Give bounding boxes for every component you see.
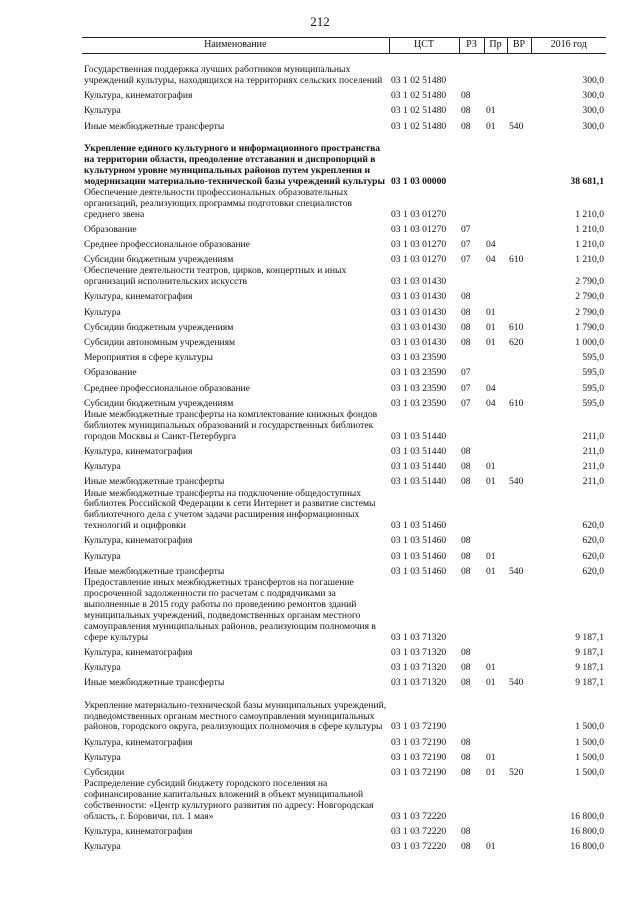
row-name: Среднее профессиональное образование [84, 382, 250, 394]
table-row [82, 236, 606, 251]
row-amount: 211,0 [582, 461, 604, 473]
row-vr [507, 236, 531, 251]
table-row [82, 563, 606, 578]
table-row [82, 102, 606, 117]
row-name: Субсидии автономным учреждениям [84, 336, 236, 348]
row-cst: 03 1 03 23590 [391, 397, 447, 409]
table-body [82, 54, 606, 854]
row-vr [507, 532, 531, 547]
row-vr: 620 [509, 336, 524, 348]
row-pr [484, 578, 507, 644]
row-amount: 595,0 [582, 367, 604, 379]
table-row [82, 659, 606, 674]
row-amount: 2 790,0 [575, 276, 604, 288]
row-vr [507, 266, 531, 288]
row-rz: 08 [461, 445, 471, 457]
row-cst: 03 1 03 51460 [391, 520, 447, 532]
row-pr: 01 [486, 105, 496, 117]
row-rz: 08 [461, 105, 471, 117]
row-cst: 03 1 03 01270 [391, 223, 447, 235]
row-vr [507, 87, 531, 102]
table-row [82, 779, 606, 823]
row-cst: 03 1 02 51480 [391, 105, 447, 117]
row-name: Иные межбюджетные трансферты [84, 565, 225, 577]
header-year: 2016 год [531, 38, 606, 54]
row-rz: 08 [461, 565, 471, 577]
table-row [82, 644, 606, 659]
row-amount: 620,0 [582, 535, 604, 547]
row-amount: 16 800,0 [570, 841, 604, 853]
row-rz [459, 578, 484, 644]
row-name: Субсидии [84, 766, 125, 778]
row-cst: 03 1 03 01430 [391, 291, 447, 303]
row-amount: 38 681,1 [570, 175, 604, 187]
row-pr [484, 188, 507, 221]
row-amount: 300,0 [582, 105, 604, 117]
row-amount: 1 500,0 [575, 721, 604, 733]
row-amount: 1 210,0 [575, 254, 604, 266]
row-name: Иные межбюджетные трансферты [84, 476, 225, 488]
table-row [82, 188, 606, 221]
row-pr [484, 443, 507, 458]
row-rz: 08 [461, 120, 471, 132]
row-pr: 01 [486, 677, 496, 689]
row-cst: 03 1 03 71320 [391, 631, 447, 643]
row-rz [459, 188, 484, 221]
row-pr: 04 [486, 254, 496, 266]
row-vr [507, 488, 531, 532]
row-vr [507, 458, 531, 473]
table-row [82, 251, 606, 266]
row-vr: 520 [509, 766, 524, 778]
row-cst: 03 1 03 01270 [391, 254, 447, 266]
row-name: Культура, кинематография [84, 736, 193, 748]
row-rz: 08 [461, 321, 471, 333]
table-row [82, 303, 606, 318]
row-vr [507, 644, 531, 659]
row-pr [484, 221, 507, 236]
table-row [82, 349, 606, 364]
row-amount: 16 800,0 [570, 810, 604, 822]
row-pr [484, 54, 507, 88]
row-pr [484, 133, 507, 188]
budget-table [82, 37, 606, 853]
row-vr [507, 102, 531, 117]
row-rz: 07 [461, 239, 471, 251]
table-row [82, 221, 606, 236]
row-amount: 211,0 [582, 430, 604, 442]
row-rz: 07 [461, 254, 471, 266]
row-pr: 01 [486, 461, 496, 473]
row-pr [484, 87, 507, 102]
row-pr [484, 288, 507, 303]
table-row [82, 133, 606, 188]
row-rz: 07 [461, 397, 471, 409]
row-name: Обеспечение деятельности профессиональных образовательных организаций, реализующих программы подготовки специалистов среднего звена [84, 186, 353, 220]
row-pr [484, 349, 507, 364]
row-amount: 1 500,0 [575, 751, 604, 763]
table-header-row [82, 38, 606, 54]
row-rz [459, 689, 484, 733]
row-vr [507, 689, 531, 733]
row-cst: 03 1 03 51460 [391, 535, 447, 547]
row-name: Укрепление материально-технической базы муниципальных учреждений, подведомственных органам местного самоуправления муниципальных районов, городского округа, реализующих полномочия в сфере культуры [84, 699, 387, 733]
row-vr [507, 288, 531, 303]
row-cst: 03 1 03 72190 [391, 751, 447, 763]
row-vr [507, 578, 531, 644]
table-row [82, 410, 606, 443]
row-amount: 595,0 [582, 352, 604, 364]
row-rz: 08 [461, 662, 471, 674]
row-vr: 540 [509, 120, 524, 132]
row-cst: 03 1 03 72190 [391, 736, 447, 748]
row-name: Культура [84, 461, 121, 473]
row-vr [507, 779, 531, 823]
row-amount: 595,0 [582, 382, 604, 394]
row-amount: 1 210,0 [575, 208, 604, 220]
row-name: Среднее профессиональное образование [84, 239, 250, 251]
header-cst: ЦСТ [389, 38, 459, 54]
row-cst: 03 1 02 51480 [391, 90, 447, 102]
table-row [82, 473, 606, 488]
row-rz [459, 54, 484, 88]
row-pr: 01 [486, 662, 496, 674]
row-cst: 03 1 03 01430 [391, 321, 447, 333]
row-name: Культура, кинематография [84, 445, 193, 457]
table-row [82, 689, 606, 733]
row-rz: 08 [461, 647, 471, 659]
row-name: Образование [84, 223, 137, 235]
row-name: Культура, кинематография [84, 647, 193, 659]
row-rz: 08 [461, 476, 471, 488]
row-name: Культура, кинематография [84, 826, 193, 838]
row-vr [507, 54, 531, 88]
table-row [82, 87, 606, 102]
row-rz: 08 [461, 736, 471, 748]
row-pr: 04 [486, 397, 496, 409]
row-cst: 03 1 03 23590 [391, 367, 447, 379]
row-pr [484, 823, 507, 838]
row-pr: 01 [486, 751, 496, 763]
table-row [82, 823, 606, 838]
row-vr: 540 [509, 476, 524, 488]
row-cst: 03 1 03 71320 [391, 647, 447, 659]
row-name: Образование [84, 367, 137, 379]
row-cst: 03 1 03 51440 [391, 430, 447, 442]
row-name: Культура, кинематография [84, 291, 193, 303]
row-pr [484, 364, 507, 379]
table-row [82, 364, 606, 379]
row-name: Иные межбюджетные трансферты на комплектование книжных фондов библиотек муниципальных образований и государственных библиотек городов Москвы и Санкт-Петербурга [84, 408, 378, 442]
row-amount: 1 210,0 [575, 223, 604, 235]
row-vr [507, 547, 531, 562]
row-name: Культура [84, 550, 121, 562]
row-rz [459, 779, 484, 823]
row-pr: 01 [486, 336, 496, 348]
row-vr [507, 733, 531, 748]
row-pr [484, 733, 507, 748]
row-cst: 03 1 03 72220 [391, 841, 447, 853]
table-row [82, 266, 606, 288]
row-cst: 03 1 03 51440 [391, 445, 447, 457]
header-pr: Пр [484, 38, 507, 54]
table-row [82, 733, 606, 748]
row-name: Субсидии бюджетным учреждениям [84, 254, 234, 266]
row-rz: 08 [461, 535, 471, 547]
row-cst: 03 1 03 51440 [391, 461, 447, 473]
row-cst: 03 1 03 51460 [391, 550, 447, 562]
row-pr [484, 266, 507, 288]
table-row [82, 749, 606, 764]
row-name: Культура [84, 841, 121, 853]
row-rz: 07 [461, 223, 471, 235]
table-row [82, 838, 606, 853]
row-cst: 03 1 03 23590 [391, 352, 447, 364]
row-name: Распределение субсидий бюджету городского поселения на софинансирование капитальных вложений в объект муниципальной собственности: «Центр культурного развития по адресу: Новгородская область, г. Боровичи, пл. 1 мая» [84, 778, 374, 822]
row-amount: 300,0 [582, 75, 604, 87]
row-amount: 595,0 [582, 397, 604, 409]
table-row [82, 117, 606, 132]
row-name: Обеспечение деятельности театров, цирков, концертных и иных организаций исполнительских искусств [84, 265, 347, 288]
row-vr [507, 188, 531, 221]
row-vr [507, 379, 531, 394]
row-amount: 2 790,0 [575, 291, 604, 303]
row-name: Культура [84, 751, 121, 763]
row-vr: 610 [509, 321, 524, 333]
row-amount: 1 500,0 [575, 766, 604, 778]
row-vr [507, 410, 531, 443]
row-vr [507, 659, 531, 674]
row-name: Мероприятия в сфере культуры [84, 352, 213, 364]
table-row [82, 54, 606, 88]
row-cst: 03 1 03 72220 [391, 826, 447, 838]
table-row [82, 764, 606, 779]
row-pr: 01 [486, 766, 496, 778]
row-cst: 03 1 03 51440 [391, 476, 447, 488]
row-cst: 03 1 03 71320 [391, 677, 447, 689]
row-rz [459, 266, 484, 288]
table-row [82, 532, 606, 547]
row-amount: 9 187,1 [575, 677, 604, 689]
row-name: Культура, кинематография [84, 535, 193, 547]
row-pr [484, 779, 507, 823]
row-name: Укрепление единого культурного и информационного пространства на территории области, преодоление отставания и диспропорций в культурном уровне муниципальных районов путем укрепления и модернизации материально-технической базы учреждений культуры [84, 142, 386, 187]
row-amount: 300,0 [582, 90, 604, 102]
row-amount: 9 187,1 [575, 662, 604, 674]
row-rz: 08 [461, 751, 471, 763]
row-amount: 620,0 [582, 565, 604, 577]
row-rz: 08 [461, 461, 471, 473]
table-row [82, 334, 606, 349]
row-pr: 01 [486, 321, 496, 333]
row-vr [507, 443, 531, 458]
table-row [82, 394, 606, 409]
row-name: Иные межбюджетные трансферты [84, 120, 225, 132]
row-pr: 04 [486, 239, 496, 251]
row-rz: 07 [461, 382, 471, 394]
row-cst: 03 1 03 23590 [391, 382, 447, 394]
row-vr [507, 823, 531, 838]
row-vr [507, 221, 531, 236]
row-pr [484, 644, 507, 659]
row-name: Субсидии бюджетным учреждениям [84, 397, 234, 409]
table-row [82, 458, 606, 473]
row-amount: 1 500,0 [575, 736, 604, 748]
row-pr: 01 [486, 306, 496, 318]
row-rz [459, 133, 484, 188]
row-pr [484, 689, 507, 733]
row-rz: 08 [461, 336, 471, 348]
row-cst: 03 1 03 72190 [391, 766, 447, 778]
row-name: Культура [84, 306, 121, 318]
row-pr: 01 [486, 565, 496, 577]
table-row [82, 288, 606, 303]
row-pr [484, 488, 507, 532]
row-name: Иные межбюджетные трансферты на подключение общедоступных библиотек Российской Федерации к сети Интернет и развитие системы библиотечного дела с учетом задачи расширения информационных технологий и оцифровки [84, 487, 376, 532]
row-cst: 03 1 02 51480 [391, 75, 447, 87]
row-pr: 04 [486, 382, 496, 394]
header-name: Наименование [82, 38, 389, 54]
row-vr: 610 [509, 397, 524, 409]
row-rz [459, 488, 484, 532]
row-rz: 08 [461, 90, 471, 102]
header-vr: ВР [507, 38, 531, 54]
row-vr [507, 303, 531, 318]
row-cst: 03 1 03 71320 [391, 662, 447, 674]
row-rz [459, 349, 484, 364]
header-rz: РЗ [459, 38, 484, 54]
row-amount: 2 790,0 [575, 306, 604, 318]
row-name: Культура, кинематография [84, 90, 193, 102]
row-cst: 03 1 03 72220 [391, 810, 447, 822]
row-vr: 610 [509, 254, 524, 266]
row-amount: 9 187,1 [575, 647, 604, 659]
row-rz [459, 410, 484, 443]
row-cst: 03 1 03 00000 [391, 175, 447, 187]
row-rz: 08 [461, 291, 471, 303]
row-amount: 1 210,0 [575, 239, 604, 251]
table-row [82, 443, 606, 458]
row-vr: 540 [509, 565, 524, 577]
row-cst: 03 1 03 01430 [391, 336, 447, 348]
row-name: Культура [84, 105, 121, 117]
row-vr [507, 133, 531, 188]
row-cst: 03 1 03 72190 [391, 721, 447, 733]
row-vr: 540 [509, 677, 524, 689]
row-pr [484, 410, 507, 443]
row-rz: 08 [461, 766, 471, 778]
row-cst: 03 1 03 01430 [391, 306, 447, 318]
row-pr: 01 [486, 841, 496, 853]
row-vr [507, 838, 531, 853]
row-cst: 03 1 03 01430 [391, 276, 447, 288]
row-name: Субсидии бюджетным учреждениям [84, 321, 234, 333]
row-amount: 1 790,0 [575, 321, 604, 333]
row-amount: 620,0 [582, 550, 604, 562]
row-name: Культура [84, 662, 121, 674]
table-row [82, 488, 606, 532]
row-rz: 08 [461, 841, 471, 853]
row-name: Иные межбюджетные трансферты [84, 677, 225, 689]
row-cst: 03 1 03 01270 [391, 239, 447, 251]
row-pr: 01 [486, 476, 496, 488]
row-amount: 9 187,1 [575, 631, 604, 643]
row-rz: 08 [461, 550, 471, 562]
row-amount: 300,0 [582, 120, 604, 132]
table-row [82, 379, 606, 394]
row-cst: 03 1 03 01270 [391, 208, 447, 220]
row-amount: 211,0 [582, 476, 604, 488]
table-row [82, 578, 606, 644]
table-row [82, 319, 606, 334]
row-cst: 03 1 02 51480 [391, 120, 447, 132]
row-pr: 01 [486, 550, 496, 562]
row-vr [507, 749, 531, 764]
row-rz: 07 [461, 367, 471, 379]
row-amount: 16 800,0 [570, 826, 604, 838]
table-row [82, 547, 606, 562]
row-cst: 03 1 03 51460 [391, 565, 447, 577]
row-vr [507, 364, 531, 379]
row-pr: 01 [486, 120, 496, 132]
page-number: 212 [310, 14, 330, 29]
row-rz: 08 [461, 826, 471, 838]
row-vr [507, 349, 531, 364]
row-rz: 08 [461, 306, 471, 318]
row-amount: 1 000,0 [575, 336, 604, 348]
row-pr [484, 532, 507, 547]
table-row [82, 674, 606, 689]
row-amount: 211,0 [582, 445, 604, 457]
row-name: Предоставление иных межбюджетных трансфертов на погашение просроченной задолженности по расчетам с подрядчиками за выполненные в 2015 году работы по проведению ремонтов зданий муниципальных учреждений, подведомственных органам местного самоуправления муниципальных районов, реализующим полномочия в сфере культуры [84, 577, 376, 643]
row-amount: 620,0 [582, 520, 604, 532]
row-name: Государственная поддержка лучших работников муниципальных учреждений культуры, находящихся на территориях сельских поселений [84, 64, 383, 87]
row-rz: 08 [461, 677, 471, 689]
